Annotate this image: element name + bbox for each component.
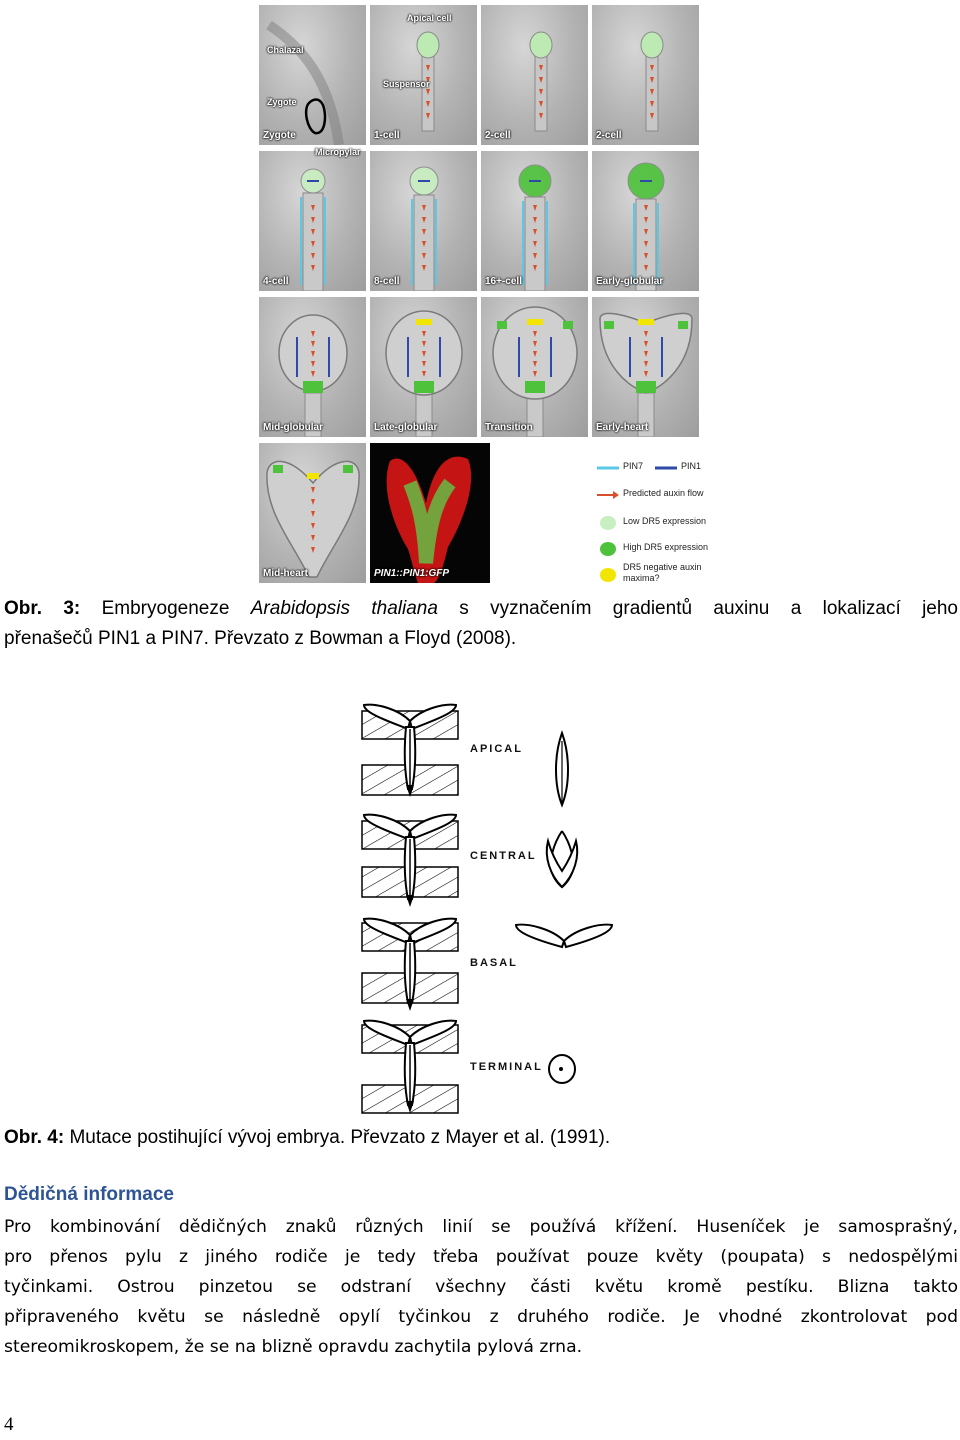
embryo-illustration <box>370 443 490 583</box>
row-label-terminal: TERMINAL <box>470 1061 543 1073</box>
figure-embryogenesis <box>259 5 709 585</box>
embryo-illustration <box>259 5 366 145</box>
panel-stage-label: PIN1::PIN1:GFP <box>374 568 450 579</box>
legend-pin7: PIN7 <box>623 461 644 471</box>
embryo-panel <box>481 297 588 437</box>
row-label-basal: BASAL <box>470 957 518 969</box>
panel-stage-label: 4-cell <box>263 276 289 287</box>
embryo-panel <box>370 5 477 145</box>
section-body <box>4 1212 958 1362</box>
panel-stage-label: 2-cell <box>485 130 511 141</box>
legend-low-dr5: Low DR5 expression <box>623 516 707 526</box>
caption3-text-b: s vyznačením gradientů auxinu a lokalizací jeho <box>459 598 959 619</box>
panel-stage-label: 2-cell <box>596 130 622 141</box>
legend-pin1: PIN1 <box>681 461 702 471</box>
pin1-swatch <box>655 465 677 471</box>
embryo-panel <box>481 5 588 145</box>
caption4-text: Mutace postihující vývoj embrya. Převzato z Mayer et al. (1991). <box>69 1127 611 1148</box>
caption3-species: Arabidopsis thaliana <box>250 598 438 619</box>
label-suspensor: Suspensor <box>383 79 430 89</box>
embryo-panel <box>592 297 699 437</box>
embryo-panel <box>370 443 490 583</box>
embryo-panel <box>259 297 366 437</box>
embryo-illustration <box>259 151 366 291</box>
embryo-panel <box>259 151 366 291</box>
embryo-illustration <box>592 151 699 291</box>
legend-dr5-negative-2: maxima? <box>623 573 660 583</box>
embryo-illustration <box>481 297 588 437</box>
panel-stage-label: Transition <box>485 422 533 433</box>
embryo-panel <box>592 5 699 145</box>
panel-stage-label: Early-heart <box>596 422 649 433</box>
embryo-illustration <box>370 5 477 145</box>
embryo-panel <box>481 151 588 291</box>
panel-stage-label: 1-cell <box>374 130 400 141</box>
figure3-caption-line2: přenašečů PIN1 a PIN7. Převzato z Bowman a Floyd (2008). <box>4 628 517 649</box>
panel-stage-label: Mid-globular <box>263 422 323 433</box>
legend-auxin-flow: Predicted auxin flow <box>623 488 704 498</box>
legend-dr5-negative-1: DR5 negative auxin <box>623 562 702 572</box>
label-zygote: Zygote <box>267 97 297 107</box>
dr5-negative-swatch <box>599 567 617 583</box>
pin7-swatch <box>597 465 619 471</box>
label-chalazal: Chalazal <box>267 45 304 55</box>
embryo-panel <box>259 443 366 583</box>
panel-stage-label: Mid-heart <box>263 568 308 579</box>
caption3-obr: Obr. <box>4 598 43 619</box>
panel-stage-label: 16+-cell <box>485 276 522 287</box>
embryo-panel <box>370 151 477 291</box>
label-apical-cell: Apical cell <box>407 13 452 23</box>
figure3-caption-line1 <box>4 594 958 624</box>
panel-stage-label: Zygote <box>263 130 296 141</box>
figure-legend <box>589 453 709 585</box>
caption3-num: 3: <box>63 598 81 619</box>
figure-embryo-mutants <box>358 685 620 1115</box>
embryo-panel <box>259 5 366 145</box>
body-line-2: pro přenos pylu z jiného rodiče je tedy třeba používat pouze květy (poupata) s nedospělými <box>4 1247 958 1267</box>
caption3-text-a: Embryogeneze <box>101 598 230 619</box>
row-label-apical: APICAL <box>470 743 523 755</box>
section-heading: Dědičná informace <box>4 1184 174 1205</box>
page-number: 4 <box>4 1414 14 1435</box>
embryo-illustration <box>592 5 699 145</box>
high-dr5-swatch <box>599 541 617 557</box>
label-micropylar: Micropylar <box>315 147 361 157</box>
embryo-illustration <box>370 151 477 291</box>
embryo-illustration <box>481 151 588 291</box>
embryo-illustration <box>481 5 588 145</box>
embryo-illustration <box>259 297 366 437</box>
figure4-caption <box>4 1123 958 1153</box>
auxin-flow-arrow-icon <box>597 491 619 499</box>
legend-high-dr5: High DR5 expression <box>623 542 709 552</box>
embryo-panel <box>370 297 477 437</box>
basal-mutant <box>516 925 564 947</box>
embryo-illustration <box>370 297 477 437</box>
low-dr5-swatch <box>599 515 617 531</box>
embryo-panel <box>592 151 699 291</box>
embryo-illustration <box>592 297 699 437</box>
body-line-5: stereomikroskopem, že se na blizně opravdu zachytila pylová zrna. <box>4 1337 583 1357</box>
body-line-1: Pro kombinování dědičných znaků různých linií se používá křížení. Huseníček je samosprašný, <box>4 1217 958 1237</box>
row-label-central: CENTRAL <box>470 850 537 862</box>
embryo-illustration <box>259 443 366 583</box>
panel-stage-label: 8-cell <box>374 276 400 287</box>
panel-stage-label: Early-globular <box>596 276 664 287</box>
panel-stage-label: Late-globular <box>374 422 438 433</box>
body-line-4: připraveného květu se následně opylí tyčinkou z druhého rodiče. Je vhodné zkontrolovat pod <box>4 1307 958 1327</box>
body-line-3: tyčinkami. Ostrou pinzetou se odstraní všechny části květu kromě pestíku. Blizna takto <box>4 1277 958 1297</box>
caption4-obr: Obr. <box>4 1127 43 1148</box>
caption4-num: 4: <box>47 1127 65 1148</box>
